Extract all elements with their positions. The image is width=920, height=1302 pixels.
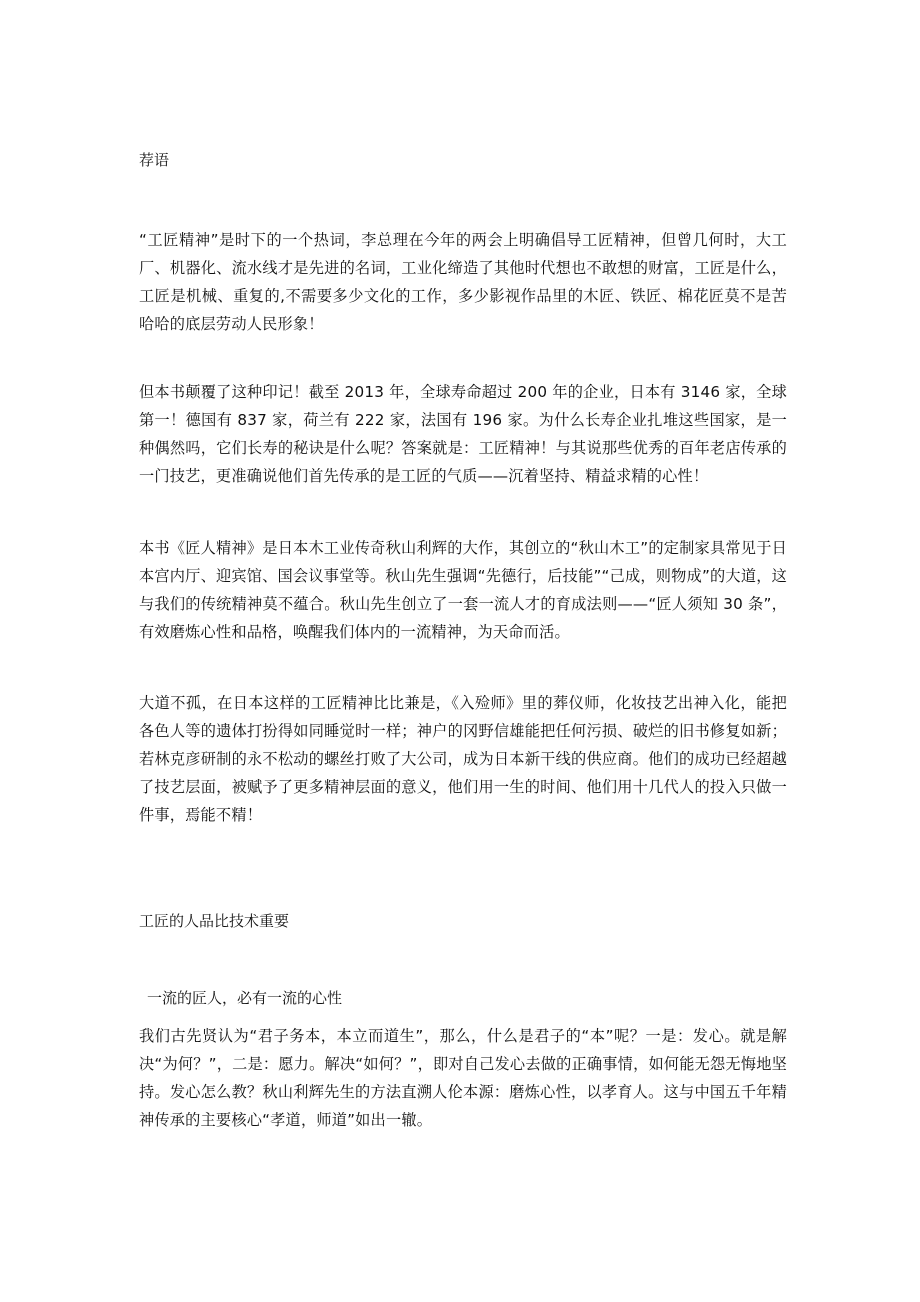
paragraph-5: 我们古先贤认为“君子务本，本立而道生”，那么，什么是君子的“本”呢？一是：发心。就是解决“为何？”，二是：愿力。解决“如何？”，即对自己发心去做的正确事情，如何能无怨无悔地坚持。发心怎么教？秋山利辉先生的方法直溯人伦本源：磨炼心性，以孝育人。这与中国五千年精神传承的主要核心“孝道，师道”如出一辙。 <box>139 1027 787 1129</box>
paragraph-2: 但本书颠覆了这种印记！截至 2013 年，全球寿命超过 200 年的企业，日本有 3146 家，全球第一！德国有 837 家，荷兰有 222 家，法国有 196 家。为什么长寿企业扎堆这些国家，是一种偶然吗，它们长寿的秘诀是什么呢？答案就是：工匠精神！与其说那些优秀的百年老店传承的一门技艺，更准确说他们首先传承的是工匠的气质——沉着坚持、精益求精的心性！ <box>139 383 787 485</box>
paragraph-4: 大道不孤，在日本这样的工匠精神比比兼是，《入殓师》里的葬仪师，化妆技艺出神入化，能把各色人等的遗体打扮得如同睡觉时一样；神户的冈野信雄能把任何污损、破烂的旧书修复如新；若林克彦研制的永不松动的螺丝打败了大公司，成为日本新干线的供应商。他们的成功已经超越了技艺层面，被赋予了更多精神层面的意义，他们用一生的时间、他们用十几代人的投入只做一件事，焉能不精！ <box>139 694 787 824</box>
paragraph-1: “工匠精神”是时下的一个热词，李总理在今年的两会上明确倡导工匠精神，但曾几何时，大工厂、机器化、流水线才是先进的名词，工业化缔造了其他时代想也不敢想的财富，工匠是什么，工匠是机械、重复的,不需要多少文化的工作，多少影视作品里的木匠、铁匠、棉花匠莫不是苦哈哈的底层劳动人民形象！ <box>139 231 787 333</box>
subsection-title: 一流的匠人，必有一流的心性 <box>147 989 343 1007</box>
section-title-recommendation: 荐语 <box>139 151 170 169</box>
paragraph-3: 本书《匠人精神》是日本木工业传奇秋山利辉的大作，其创立的“秋山木工”的定制家具常见于日本宫内厅、迎宾馆、国会议事堂等。秋山先生强调“先德行，后技能”“己成，则物成”的大道，这与我们的传统精神莫不蕴合。秋山先生创立了一套一流人才的育成法则——“匠人须知 30 条”，有效磨炼心性和品格，唤醒我们体内的一流精神，为天命而活。 <box>139 539 787 641</box>
section-title-craftsman-character: 工匠的人品比技术重要 <box>139 912 290 930</box>
